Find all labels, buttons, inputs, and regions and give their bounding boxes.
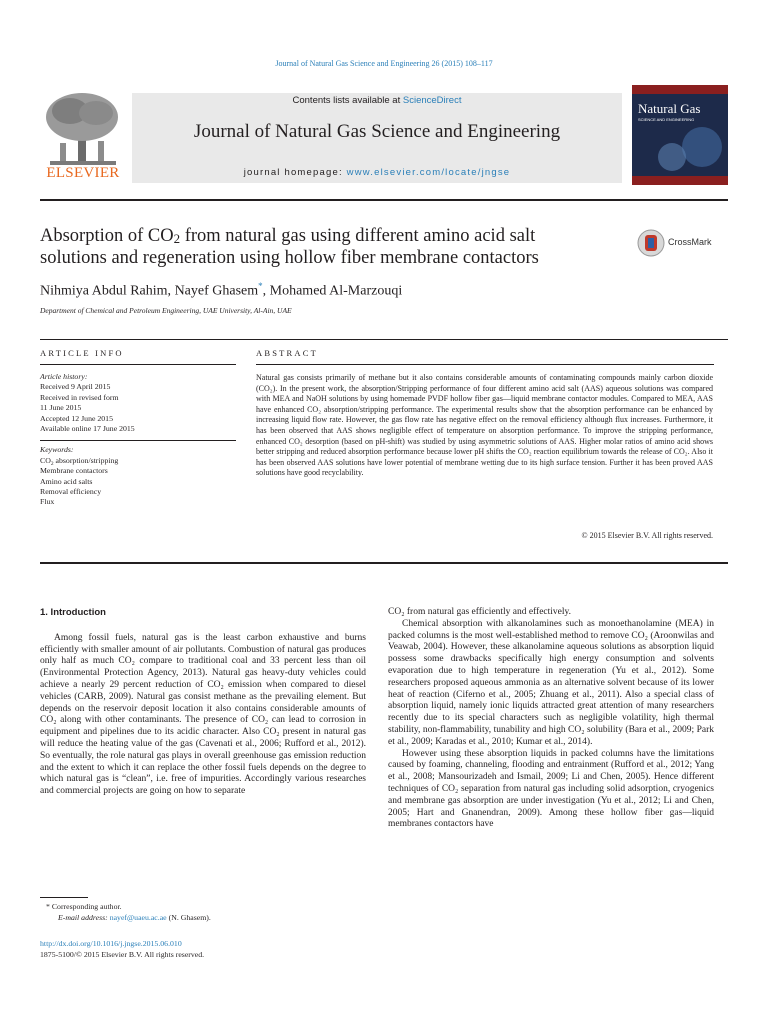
info-rule [40, 364, 236, 365]
article-info [40, 372, 230, 508]
cover-title: Natural Gas [638, 101, 701, 116]
paragraph: Chemical absorption with alkanolamines such as monoethanolamine (MEA) in packed columns is the most well-established method to remove CO₂ (Aroonwilas and Veawab, 2004). However, these alkanolamine aqueous solutions as absorption liquid possess some drawbacks specifically high energy consumption and solvents evaporation due to high temperature in regeneration (Yu et al., 2012). Some researchers proposed aqueous ammonia as an alternative solvent because of its lower heat of reaction (Ciferno et al., 2005; Zhuang et al., 2011). Also a special class of absorption liquid, namely ionic liquids attracted great attention of many researchers recently due to its special characters such as negligible volatility, high thermal stability, non-flammability, tunability and high CO₂ solubility (Bara et al., 2009; Park et al., 2009; Karadas et al., 2010; Kumar et al., 2014). [388, 618, 714, 747]
paragraph: CO₂ from natural gas efficiently and effectively. [388, 607, 572, 617]
copyright: © 2015 Elsevier B.V. All rights reserved. [581, 531, 713, 540]
journal-citation[interactable]: Journal of Natural Gas Science and Engineering 26 (2015) 108–117 [275, 59, 493, 68]
corresponding-author-mark[interactable]: * [258, 281, 263, 291]
paragraph: Among fossil fuels, natural gas is the least carbon exhaustive and burns efficiently with smaller amount of air pollutants. Combustion of natural gas produces only half as much CO₂ compare to traditional coal and 33 percent less than oil (Environmental Protection Agency, 2013). Natural gas heavy-duty vehicles could achieve a nearly 29 percent reduction of CO₂ emission when compared to diesel vehicles (CARB, 2009). Natural gas consist methane as the prevailing element. But depends on the reservoir deposit location it also contains considerable amounts of CO₂ along with other contaminants. The presence of CO₂ can lead to corrosion in equipment and pipelines due to its acidic character. Also CO₂ present in natural gas will reduce the heating value of the gas (Cavenati et al., 2006; Rufford et al., 2012). So eventually, the role natural gas plays in overall greenhouse gas emission reduction and the extent to which it can replace the other fossil fuels depends on the degree to which natural gas is “clean”, i.e. free of impurities. Accordingly various researches and commercial projects are going on how to separate [40, 632, 366, 797]
keyword-item: Membrane contactors [40, 466, 108, 476]
abstract-heading: ABSTRACT [256, 348, 318, 358]
masthead-rule [40, 199, 728, 201]
abstract-text: Natural gas consists primarily of methane but it also contains considerable amounts of contaminating compounds mainly carbon dioxide (CO₂). In the present work, the absorption/Stripping performance of four different amino acid salt (AAS) aqueous solutions was compared with MEA and NaOH solutions by using homemade PVDF hollow fiber gas—liquid membrane contactor modules. Compared to MEA, AAS have enhanced CO₂ absorption/stripping performance. The experimental results show that the absorption performance can be enhanced by increasing liquid flow rate. However, the gas flow rate has negative effect on the removal efficiency although flux increases. Furthermore, it has been observed that AAS shows negligible effect of temperature on absorption performance. To improve the stripping performance, enhanced CO₂ desorption (based on pH-shift) was studied by using asymmetric solutions of AAS. Higher molar ratios of amino acid shows better stripping and reduced absorption performance because lower pH shifts the CO₂ reaction equilibrium towards the release of CO₂. Also it has been observed AAS solutions have lower potential of membrane wetting due to its high surface tension. Further it has been proved AAS solutions have good recyclability. [256, 373, 713, 478]
body-left-column [40, 607, 366, 798]
sciencedirect-link[interactable]: ScienceDirect [402, 95, 462, 106]
article-info-heading: ARTICLE INFO [40, 348, 124, 358]
crossmark-badge[interactable] [637, 229, 717, 257]
keyword-item: Removal efficiency [40, 487, 102, 497]
abstract-end-rule [40, 562, 728, 564]
body-right-column [388, 607, 714, 831]
crossmark-icon [637, 229, 665, 257]
crossmark-label: CrossMark [668, 237, 712, 247]
journal-cover-image [632, 85, 728, 185]
keyword-item: Amino acid salts [40, 476, 93, 486]
doi-block [40, 939, 204, 960]
contents-line: Contents lists available at ScienceDirect [292, 95, 462, 106]
paragraph: However using these absorption liquids in packed columns have the limitations caused by foaming, channeling, flooding and entrainment (Rufford et al., 2012; Yang et al., 2008; Mansourizadeh and Ismail, 2009; Li and Chen, 2005). Hence different techniques of CO₂ separation from natural gas including solid adsorption, cryogenics and membrane gas absorption are under investigation (Yu et al., 2012; Li and Chen, 2005; Hart and Gnanendran, 2009). Among these hollow fiber gas—liquid membranes contactors have [388, 748, 714, 830]
affiliation: Department of Chemical and Petroleum Engineering, UAE University, Al-Ain, UAE [40, 306, 292, 315]
article-title: Absorption of $CO_2$ from natural gas using different amino acid salt solutions and regeneration using hollow fiber membrane contactors [40, 226, 539, 268]
keyword-item: Flux [40, 497, 55, 507]
history-item: 11 June 2015 [40, 403, 82, 413]
abstract-rule [256, 364, 714, 365]
cover-subtitle: SCIENCE AND ENGINEERING [638, 117, 695, 122]
keywords-rule [40, 440, 236, 441]
email-link[interactable]: nayef@uaeu.ac.ae [109, 912, 167, 922]
journal-masthead [40, 85, 728, 185]
homepage-link[interactable]: www.elsevier.com/locate/jngse [346, 167, 511, 178]
footnote-rule [40, 897, 88, 898]
email-line: E-mail address: nayef@uaeu.ac.ae (N. Ghasem). [58, 912, 211, 922]
affiliation-rule [40, 339, 728, 340]
author-list: Nihmiya Abdul Rahim, Nayef Ghasem*, Mohamed Al-Marzouqi [40, 281, 403, 299]
history-item: Received in revised form [40, 392, 119, 402]
history-item: Available online 17 June 2015 [40, 424, 135, 434]
footnote [40, 902, 211, 923]
keyword-item: $CO_2$ absorption/stripping [40, 455, 119, 467]
journal-banner [132, 93, 622, 183]
doi-link[interactable]: http://dx.doi.org/10.1016/j.jngse.2015.06.010 [40, 939, 182, 948]
keywords-label: Keywords: [40, 445, 74, 455]
history-label: Article history: [40, 372, 88, 381]
journal-homepage: journal homepage: www.elsevier.com/locate/jngse [243, 167, 511, 178]
history-item: Received 9 April 2015 [40, 382, 111, 392]
history-item: Accepted 12 June 2015 [40, 413, 113, 423]
journal-title: Journal of Natural Gas Science and Engineering [193, 121, 561, 142]
section-heading: 1. Introduction [40, 607, 106, 618]
corresponding-author-note: * Corresponding author. [46, 902, 122, 911]
issn-line: 1875-5100/© 2015 Elsevier B.V. All rights reserved. [40, 949, 205, 959]
elsevier-wordmark: ELSEVIER [46, 165, 120, 181]
